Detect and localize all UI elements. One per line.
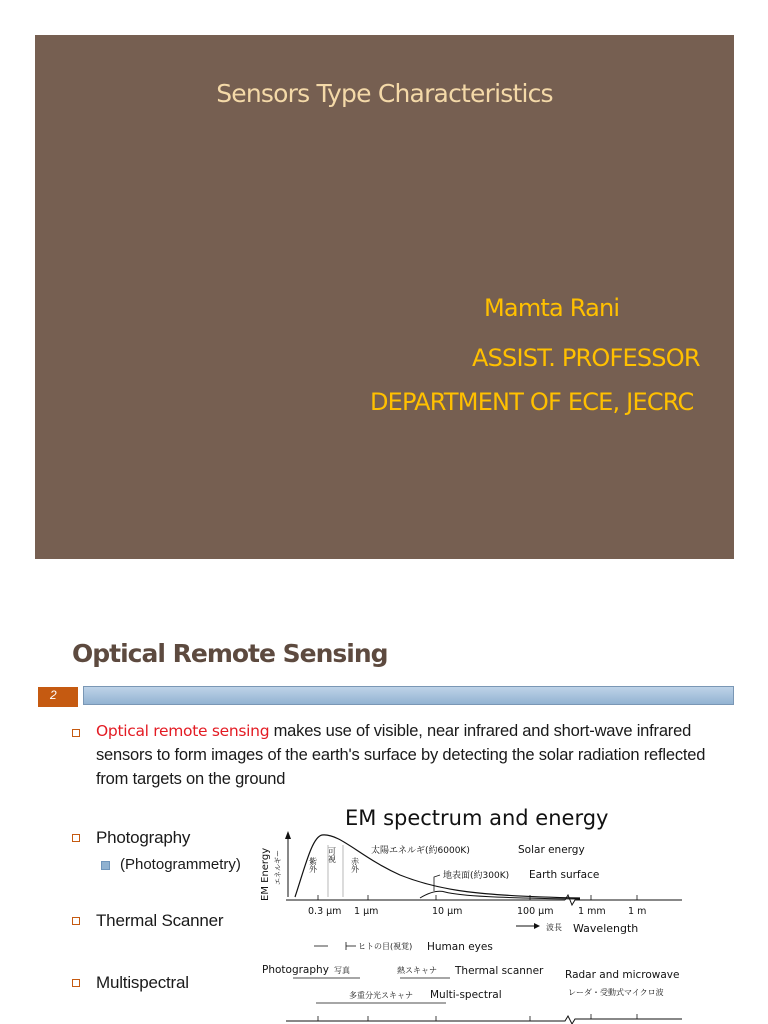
wavelength-label: Wavelength xyxy=(573,922,639,935)
solar-label-jp: 太陽エネルギ(約6000K) xyxy=(371,846,470,856)
tick-label-0-3um: 0.3 μm xyxy=(308,906,342,917)
earth-label-jp: 地表面(約300K) xyxy=(443,871,510,881)
section-title: Optical Remote Sensing xyxy=(72,639,388,668)
list-item-photography: Photography xyxy=(96,828,191,847)
ir-label-jp: 赤外 xyxy=(350,857,360,873)
y-axis-label: EM Energy xyxy=(260,847,271,901)
author-department: DEPARTMENT OF ECE, JECRC xyxy=(370,388,694,416)
earth-label-leader xyxy=(434,875,440,891)
bullet-square-icon xyxy=(72,979,80,987)
wavelength-label-jp: 波長 xyxy=(546,923,562,932)
y-axis-label-jp: エネルギー xyxy=(274,850,282,885)
author-name: Mamta Rani xyxy=(484,294,620,322)
sub-bullet-square-icon xyxy=(101,861,110,870)
tick-label-10um: 10 μm xyxy=(432,906,463,917)
title-slide xyxy=(35,35,734,559)
multispectral-label-jp: 多重分光スキャナ xyxy=(349,991,413,1000)
photography-label: Photography xyxy=(262,964,329,976)
title-divider-bar xyxy=(83,686,734,705)
list-item-thermal-scanner: Thermal Scanner xyxy=(96,911,224,930)
thermal-label: Thermal scanner xyxy=(455,965,544,977)
bullet-square-icon xyxy=(72,729,80,737)
earth-label: Earth surface xyxy=(529,869,600,881)
em-spectrum-figure xyxy=(250,797,690,1024)
page-number: 2 xyxy=(50,688,57,702)
slide-title: Sensors Type Characteristics xyxy=(216,79,553,108)
list-subitem-photogrammetry: (Photogrammetry) xyxy=(120,856,241,873)
radar-label-jp: レーダ・受動式マイクロ波 xyxy=(568,988,664,997)
uv-label-jp: 紫外 xyxy=(308,857,318,873)
list-item-multispectral: Multispectral xyxy=(96,973,189,992)
x-axis-break xyxy=(565,895,682,905)
radar-label: Radar and microwave xyxy=(565,969,680,981)
tick-label-1m: 1 m xyxy=(628,906,647,917)
solar-label: Solar energy xyxy=(518,844,585,856)
bullet-square-icon xyxy=(72,917,80,925)
human-eyes-label-jp: ヒトの目(視覚) xyxy=(358,942,413,951)
multispectral-label: Multi-spectral xyxy=(430,989,502,1001)
lower-axis xyxy=(286,1016,682,1024)
thermal-label-jp: 熱スキャナ xyxy=(397,966,437,975)
figure-title: EM spectrum and energy xyxy=(345,806,609,830)
author-role: ASSIST. PROFESSOR xyxy=(472,344,700,372)
intro-paragraph xyxy=(96,719,716,791)
bullet-square-icon xyxy=(72,834,80,842)
visible-label-jp: 可視 xyxy=(327,847,337,863)
tick-label-100um: 100 μm xyxy=(517,906,554,917)
tick-label-1mm: 1 mm xyxy=(578,906,606,917)
lower-axis-ticks xyxy=(318,1014,637,1021)
tick-label-1um: 1 μm xyxy=(354,906,379,917)
page-number-badge xyxy=(38,687,78,707)
photography-label-jp: 写真 xyxy=(334,966,350,975)
intro-highlight: Optical remote sensing xyxy=(96,722,270,740)
y-axis-arrow-icon xyxy=(285,831,291,839)
human-eyes-label: Human eyes xyxy=(427,941,493,953)
intro-text: makes use of visible, near infrared and short-wave infrared sensors to form images of the earth's surface by detecting the solar radiation reflected from targets on the ground xyxy=(96,722,706,788)
wavelength-arrow-icon xyxy=(534,923,540,929)
